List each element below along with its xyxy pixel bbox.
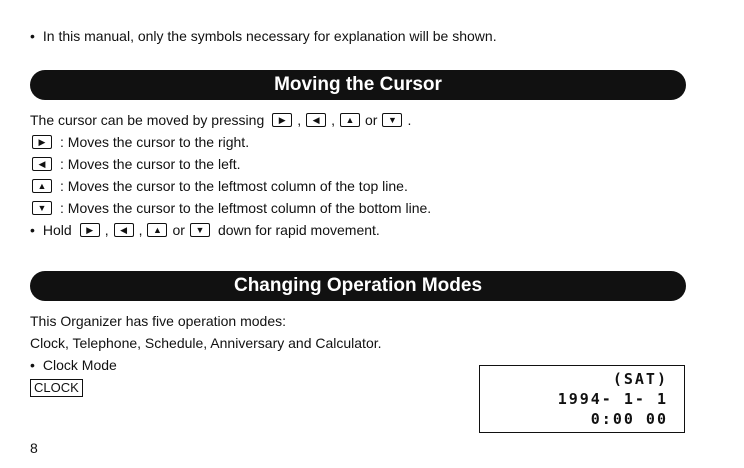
hold-line — [30, 221, 380, 239]
desc-up-line — [30, 177, 408, 195]
down-arrow-key-icon: ▼ — [32, 201, 52, 215]
or-word: or — [172, 222, 185, 238]
lcd-date: 1994- 1- 1 — [557, 390, 668, 408]
comma: , — [138, 222, 143, 238]
modes-line-2: Clock, Telephone, Schedule, Anniversary and Calculator. — [30, 335, 382, 351]
intro-note — [30, 27, 497, 45]
desc-up-text: : Moves the cursor to the leftmost column of the top line. — [60, 178, 408, 194]
lcd-day: (SAT) — [612, 370, 668, 388]
desc-right-text: : Moves the cursor to the right. — [60, 134, 250, 150]
cursor-lead-text: The cursor can be moved by pressing — [30, 112, 265, 128]
hold-suffix-text: down for rapid movement. — [217, 222, 380, 238]
clock-mode-line — [30, 356, 117, 374]
comma: , — [331, 112, 336, 128]
down-arrow-key-icon: ▼ — [382, 113, 402, 127]
clock-key-icon: CLOCK — [30, 379, 83, 397]
up-arrow-key-icon: ▲ — [147, 223, 167, 237]
right-arrow-key-icon: ▶ — [80, 223, 100, 237]
right-arrow-key-icon: ▶ — [272, 113, 292, 127]
comma: , — [104, 222, 109, 238]
hold-text: Hold — [42, 222, 72, 238]
clock-mode-label: Clock Mode — [42, 357, 117, 373]
up-arrow-key-icon: ▲ — [32, 179, 52, 193]
or-word: or — [365, 112, 378, 128]
lcd-time: 0:00 00 — [590, 410, 668, 428]
period: . — [407, 112, 412, 128]
down-arrow-key-icon: ▼ — [190, 223, 210, 237]
bullet: • — [30, 222, 35, 238]
modes-line-1: This Organizer has five operation modes: — [30, 313, 287, 329]
desc-left-line — [30, 155, 241, 173]
bullet: • — [30, 357, 35, 373]
intro-note-text: In this manual, only the symbols necessary for explanation will be shown. — [42, 28, 497, 44]
comma: , — [297, 112, 302, 128]
section-title-operation-modes: Changing Operation Modes — [30, 271, 686, 301]
bullet: • — [30, 28, 35, 44]
left-arrow-key-icon: ◀ — [114, 223, 134, 237]
left-arrow-key-icon: ◀ — [306, 113, 326, 127]
section-title-moving-cursor: Moving the Cursor — [30, 70, 686, 100]
desc-down-line — [30, 199, 431, 217]
desc-left-text: : Moves the cursor to the left. — [60, 156, 241, 172]
left-arrow-key-icon: ◀ — [32, 157, 52, 171]
lcd-display — [479, 365, 685, 433]
right-arrow-key-icon: ▶ — [32, 135, 52, 149]
cursor-lead-line — [30, 111, 414, 129]
up-arrow-key-icon: ▲ — [340, 113, 360, 127]
desc-down-text: : Moves the cursor to the leftmost column of the bottom line. — [60, 200, 432, 216]
page-number: 8 — [30, 440, 38, 456]
desc-right-line — [30, 133, 249, 151]
